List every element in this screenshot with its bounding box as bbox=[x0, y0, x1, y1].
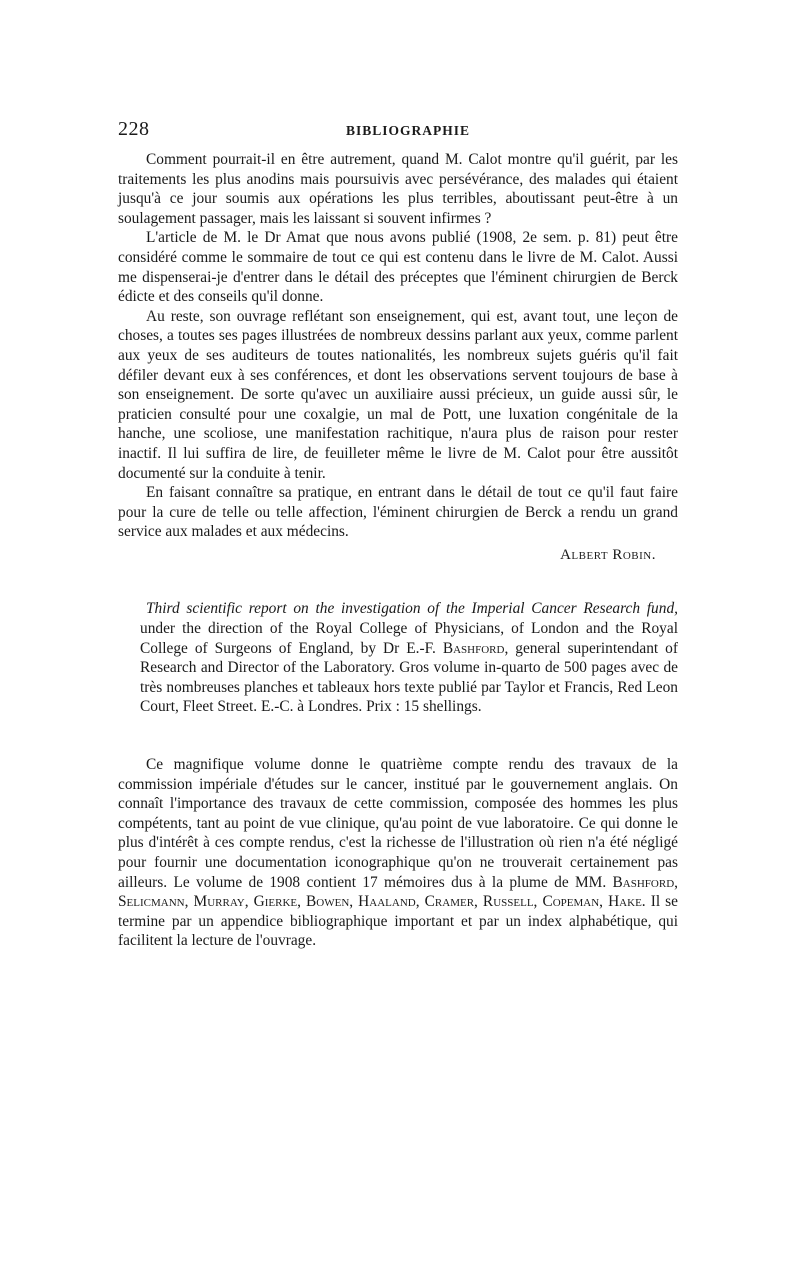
reference-text: under the direction of the Royal College of Physicians, of London and the Royal College of Surgeons of England, by Dr E.-F. bbox=[140, 620, 678, 657]
reference-text: , general superintendant of Research and Director of the Laboratory. Gros volume in-quarto de 500 pages avec de très nombreuses planches et tableaux hors texte publié par Taylor et Francis, Red Leon Court, Fleet Street. E.-C. à Londres. Prix : 15 shellings. bbox=[140, 639, 678, 716]
review-cancer-report bbox=[118, 599, 678, 951]
running-head: BIBLIOGRAPHIE bbox=[346, 123, 471, 138]
author-list: Bashford, Selicmann, Murray, Gierke, Bowen, Haaland, Cramer, Russell, Copeman, Hake. bbox=[118, 873, 678, 911]
book-title: Third scientific report on the investigation of the Imperial Cancer Research fund, bbox=[146, 600, 678, 618]
paragraph bbox=[118, 755, 678, 951]
signature: Albert Robin. bbox=[560, 546, 656, 563]
paragraph: Au reste, son ouvrage reflétant son enseignement, qui est, avant tout, une leçon de choses, a toutes ses pages illustrées de nombreux dessins parlant aux yeux, comme parlent aux yeux de ses auditeurs de toutes nationalités, les nombreux sujets guéris qu'il fait défiler devant eux à ses conférences, et dont les observations servent toujours de base à son enseignement. De sorte qu'avec un auxiliaire aussi précieux, un guide aussi sûr, le praticien consulté pour une coxalgie, un mal de Pott, une luxation congénitale de la hanche, une scoliose, une manifestation rachitique, n'aura plus de raison pour rester inactif. Il lui suffira de lire, de feuilleter même le livre de M. Calot pour être aussitôt documenté sur la conduite à tenir. bbox=[118, 307, 678, 482]
page-number: 228 bbox=[118, 118, 150, 140]
review-calot bbox=[118, 150, 678, 565]
paragraph: En faisant connaître sa pratique, en entrant dans le détail de tout ce qu'il faut faire pour la cure de telle ou telle affection, l'éminent chirurgien de Berck a rendu un grand service aux malades et aux médecins. bbox=[118, 484, 678, 541]
paragraph-text: Ce magnifique volume donne le quatrième compte rendu des travaux de la commission impériale d'études sur le cancer, institué par le gouvernement anglais. On connaît l'importance des travaux de cette commission, composée des hommes les plus compétents, tant au point de vue clinique, qu'au point de vue laboratoire. Ce qui donne le plus d'intérêt à ces compte rendus, c'est la richesse de l'illustration où rien n'a été négligé pour fournir une documentation iconographique qu'on ne trouverait certainement pas ailleurs. Le volume de 1908 contient 17 mémoires dus à la plume de MM. bbox=[118, 756, 678, 891]
bibliographic-reference bbox=[118, 599, 678, 717]
page bbox=[118, 118, 678, 951]
section-gap bbox=[118, 565, 678, 593]
author-name: Bashford bbox=[442, 639, 505, 657]
paragraph-text: Il se termine par un appendice bibliographique important et par un index alphabétique, qui facilitent la lecture de l'ouvrage. bbox=[118, 893, 678, 950]
paragraph: Comment pourrait-il en être autrement, quand M. Calot montre qu'il guérit, par les traitements les plus anodins mais poursuivis avec persévérance, des malades qui étaient jusqu'à ce jour soumis aux opérations les plus terribles, aboutissant peut-être à un soulagement passager, mais les laissant si souvent infirmes ? bbox=[118, 151, 678, 227]
section-gap bbox=[118, 717, 678, 755]
paragraph: L'article de M. le Dr Amat que nous avons publié (1908, 2e sem. p. 81) peut être considéré comme le sommaire de tout ce qui est contenu dans le livre de M. Calot. Aussi me dispenserai-je d'entrer dans le détail des préceptes que l'éminent chirurgien de Berck édicte et des conseils qu'il donne. bbox=[118, 229, 678, 306]
page-header bbox=[118, 118, 678, 144]
